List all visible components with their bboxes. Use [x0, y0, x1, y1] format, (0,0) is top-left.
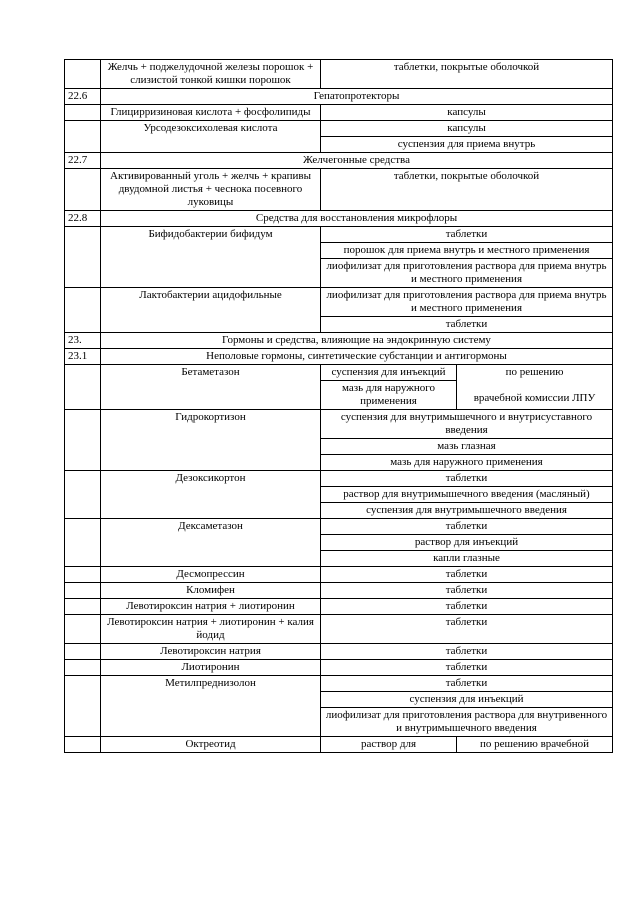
table-row: [65, 519, 613, 535]
dosage-form: таблетки: [321, 615, 613, 644]
drug-name: Метилпреднизолон: [101, 676, 321, 737]
table-row: [65, 227, 613, 243]
drug-name: Левотироксин натрия: [101, 644, 321, 660]
note-line: по решению: [505, 366, 564, 378]
group-number: 23.1: [65, 349, 101, 365]
dosage-form: таблетки: [321, 519, 613, 535]
row-number: [65, 227, 101, 288]
group-number: 22.7: [65, 153, 101, 169]
table-row: [65, 583, 613, 599]
group-number: 22.8: [65, 211, 101, 227]
row-number: [65, 121, 101, 153]
group-title: Гепатопротекторы: [101, 89, 613, 105]
row-number: [65, 583, 101, 599]
table-row: [65, 105, 613, 121]
drug-name: Десмопрессин: [101, 567, 321, 583]
dosage-form: таблетки: [321, 317, 613, 333]
row-number: [65, 365, 101, 410]
drug-name: Бифидобактерии бифидум: [101, 227, 321, 288]
dosage-form: суспензия для внутримышечного и внутрисуставного введения: [321, 410, 613, 439]
row-number: [65, 410, 101, 471]
dosage-form: раствор для внутримышечного введения (масляный): [321, 487, 613, 503]
row-number: [65, 471, 101, 519]
dosage-form: лиофилизат для приготовления раствора для внутривенного и внутримышечного введения: [321, 708, 613, 737]
dosage-form: таблетки: [321, 676, 613, 692]
dosage-form: мазь для наружного применения: [321, 455, 613, 471]
table-row: [65, 599, 613, 615]
table-row: [65, 615, 613, 644]
table-row: [65, 365, 613, 381]
drug-name: Кломифен: [101, 583, 321, 599]
drug-name: Лиотиронин: [101, 660, 321, 676]
group-row: [65, 89, 613, 105]
drug-name: Дезоксикортон: [101, 471, 321, 519]
dosage-form: таблетки: [321, 471, 613, 487]
table-row: [65, 660, 613, 676]
group-row: [65, 211, 613, 227]
drug-name: Гидрокортизон: [101, 410, 321, 471]
row-number: [65, 676, 101, 737]
dosage-form: суспензия для инъекций: [321, 692, 613, 708]
drug-name: Дексаметазон: [101, 519, 321, 567]
row-number: [65, 615, 101, 644]
row-number: [65, 644, 101, 660]
group-title: Средства для восстановления микрофлоры: [101, 211, 613, 227]
dosage-form: порошок для приема внутрь и местного применения: [321, 243, 613, 259]
table-row: [65, 410, 613, 439]
group-row: [65, 333, 613, 349]
drug-name: Бетаметазон: [101, 365, 321, 410]
drug-name: Левотироксин натрия + лиотиронин: [101, 599, 321, 615]
table-row: [65, 471, 613, 487]
dosage-form: капсулы: [321, 121, 613, 137]
dosage-form: таблетки: [321, 644, 613, 660]
group-row: [65, 349, 613, 365]
row-number: [65, 169, 101, 211]
table-row: [65, 567, 613, 583]
dosage-form: суспензия для инъекций: [321, 365, 457, 381]
group-number: 22.6: [65, 89, 101, 105]
table-row: [65, 288, 613, 317]
dosage-form: таблетки, покрытые оболочкой: [321, 60, 613, 89]
dosage-form: мазь глазная: [321, 439, 613, 455]
group-title: Неполовые гормоны, синтетические субстанции и антигормоны: [101, 349, 613, 365]
dosage-form: таблетки, покрытые оболочкой: [321, 169, 613, 211]
drug-name: Урсодезоксихолевая кислота: [101, 121, 321, 153]
dosage-form: лиофилизат для приготовления раствора для приема внутрь и местного применения: [321, 288, 613, 317]
dosage-form: раствор для: [321, 737, 457, 753]
table-row: [65, 676, 613, 692]
row-number: [65, 60, 101, 89]
dosage-form: таблетки: [321, 660, 613, 676]
drug-name: Активированный уголь + желчь + крапивы двудомной листья + чеснока посевного луковицы: [101, 169, 321, 211]
row-number: [65, 105, 101, 121]
dosage-form: таблетки: [321, 567, 613, 583]
row-number: [65, 519, 101, 567]
table-row: [65, 169, 613, 211]
row-number: [65, 288, 101, 333]
group-row: [65, 153, 613, 169]
dosage-form: суспензия для внутримышечного введения: [321, 503, 613, 519]
table-row: [65, 737, 613, 753]
dosage-form: суспензия для приема внутрь: [321, 137, 613, 153]
note-line: врачебной комиссии ЛПУ: [473, 392, 596, 404]
drug-name: Лактобактерии ацидофильные: [101, 288, 321, 333]
group-title: Гормоны и средства, влияющие на эндокринную систему: [101, 333, 613, 349]
table-row: [65, 644, 613, 660]
row-number: [65, 660, 101, 676]
dosage-form: лиофилизат для приготовления раствора для приема внутрь и местного применения: [321, 259, 613, 288]
drug-name: Желчь + поджелудочной железы порошок + слизистой тонкой кишки порошок: [101, 60, 321, 89]
row-number: [65, 737, 101, 753]
dosage-form: раствор для инъекций: [321, 535, 613, 551]
row-number: [65, 567, 101, 583]
drug-name: Глицирризиновая кислота + фосфолипиды: [101, 105, 321, 121]
dosage-form: мазь для наружного применения: [321, 381, 457, 410]
table-row: [65, 60, 613, 89]
table-row: [65, 121, 613, 137]
prescription-note: по решению врачебной: [457, 737, 613, 753]
row-number: [65, 599, 101, 615]
prescription-note: [457, 365, 613, 410]
group-number: 23.: [65, 333, 101, 349]
dosage-form: таблетки: [321, 583, 613, 599]
drug-name: Левотироксин натрия + лиотиронин + калия йодид: [101, 615, 321, 644]
group-title: Желчегонные средства: [101, 153, 613, 169]
dosage-form: таблетки: [321, 227, 613, 243]
dosage-form: таблетки: [321, 599, 613, 615]
dosage-form: капсулы: [321, 105, 613, 121]
drug-list-table: [64, 59, 613, 753]
dosage-form: капли глазные: [321, 551, 613, 567]
drug-name: Октреотид: [101, 737, 321, 753]
